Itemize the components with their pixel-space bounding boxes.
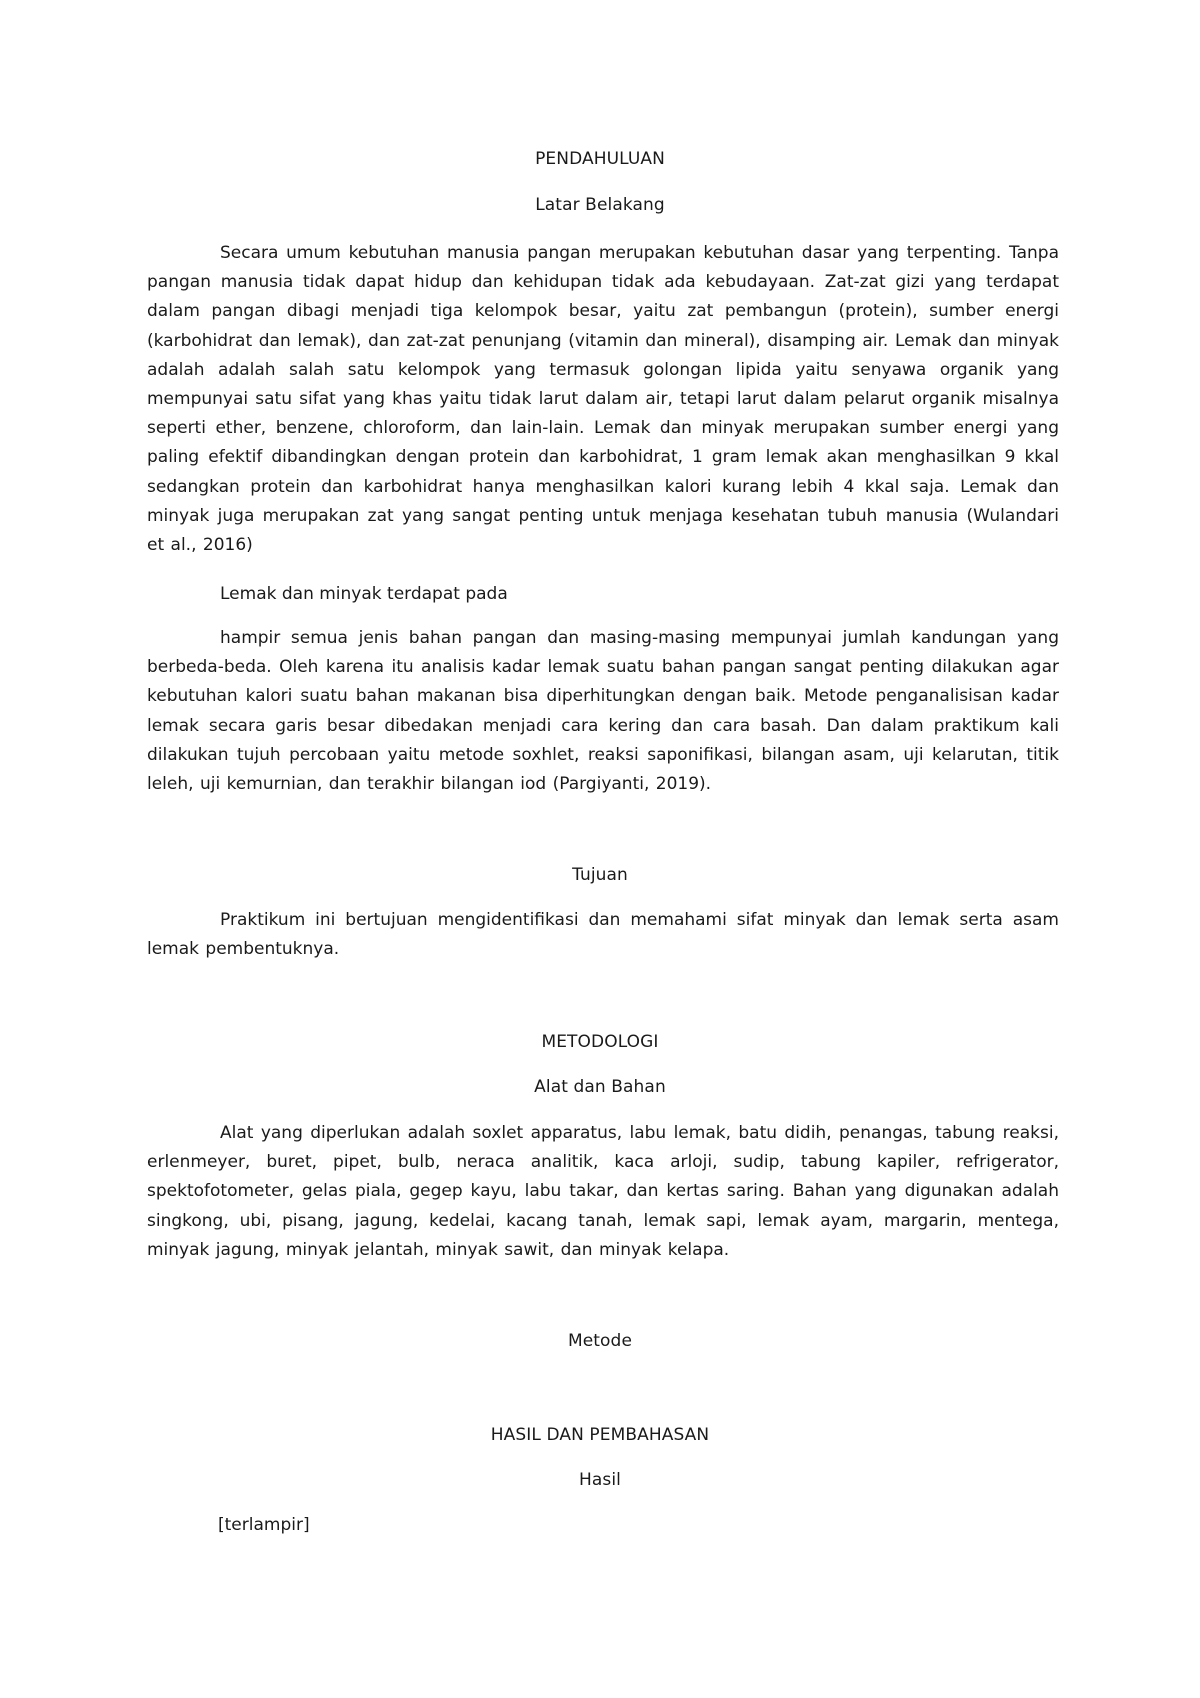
- section-title-hasil-dan-pembahasan: HASIL DAN PEMBAHASAN: [490, 1425, 710, 1445]
- subheading-alat-dan-bahan: Alat dan Bahan: [534, 1077, 666, 1097]
- paragraph-lemak-minyak: [147, 624, 1059, 799]
- placeholder-terlampir: [terlampir]: [218, 1515, 310, 1535]
- subheading-latar-belakang: Latar Belakang: [535, 195, 665, 215]
- paragraph-tujuan-text: Praktikum ini bertujuan mengidentifikasi dan memahami sifat minyak dan lemak serta asam lemak pembentuknya.: [147, 910, 1059, 960]
- subheading-tujuan: Tujuan: [572, 865, 628, 885]
- paragraph-latar-belakang: [147, 239, 1059, 560]
- paragraph-latar-belakang-text: Secara umum kebutuhan manusia pangan merupakan kebutuhan dasar yang terpenting. Tanpa pangan manusia tidak dapat hidup dan kehidupan tidak ada kebudayaan. Zat-zat gizi yang terdapat dalam pangan dibagi menjadi tiga kelompok besar, yaitu zat pembangun (protein), sumber energi (karbohidrat dan lemak), dan zat-zat penunjang (vitamin dan mineral), disamping air. Lemak dan minyak adalah adalah salah satu kelompok yang termasuk golongan lipida yaitu senyawa organik yang mempunyai satu sifat yang khas yaitu tidak larut dalam air, tetapi larut dalam pelarut organik misalnya seperti ether, benzene, chloroform, dan lain-lain. Lemak dan minyak merupakan sumber energi yang paling efektif dibandingkan dengan protein dan karbohidrat, 1 gram lemak akan menghasilkan 9 kkal sedangkan protein dan karbohidrat hanya menghasilkan kalori kurang lebih 4 kkal saja. Lemak dan minyak juga merupakan zat yang sangat penting untuk menjaga kesehatan tubuh manusia (Wulandari et al., 2016): [147, 243, 1059, 556]
- paragraph-tujuan: [147, 906, 1059, 964]
- subheading-metode: Metode: [567, 1331, 633, 1351]
- section-title-metodologi: METODOLOGI: [541, 1032, 659, 1052]
- paragraph-lemak-minyak-text: hampir semua jenis bahan pangan dan masing-masing mempunyai jumlah kandungan yang berbeda-beda. Oleh karena itu analisis kadar lemak suatu bahan pangan sangat penting dilakukan agar kebutuhan kalori suatu bahan makanan bisa diperhitungkan dengan baik. Metode penganalisisan kadar lemak secara garis besar dibedakan menjadi cara kering dan cara basah. Dan dalam praktikum kali dilakukan tujuh percobaan yaitu metode soxhlet, reaksi saponifikasi, bilangan asam, uji kelarutan, titik leleh, uji kemurnian, dan terakhir bilangan iod (Pargiyanti, 2019).: [147, 628, 1059, 795]
- section-title-pendahuluan: PENDAHULUAN: [535, 149, 665, 169]
- subheading-hasil: Hasil: [578, 1470, 621, 1490]
- line-lemak-minyak-terdapat: Lemak dan minyak terdapat pada: [220, 584, 508, 604]
- paragraph-alat-dan-bahan: [147, 1119, 1059, 1265]
- paragraph-alat-dan-bahan-text: Alat yang diperlukan adalah soxlet apparatus, labu lemak, batu didih, penangas, tabung reaksi, erlenmeyer, buret, pipet, bulb, neraca analitik, kaca arloji, sudip, tabung kapiler, refrigerator, spektofotometer, gelas piala, gegep kayu, labu takar, dan kertas saring. Bahan yang digunakan adalah singkong, ubi, pisang, jagung, kedelai, kacang tanah, lemak sapi, lemak ayam, margarin, mentega, minyak jagung, minyak jelantah, minyak sawit, dan minyak kelapa.: [147, 1123, 1059, 1260]
